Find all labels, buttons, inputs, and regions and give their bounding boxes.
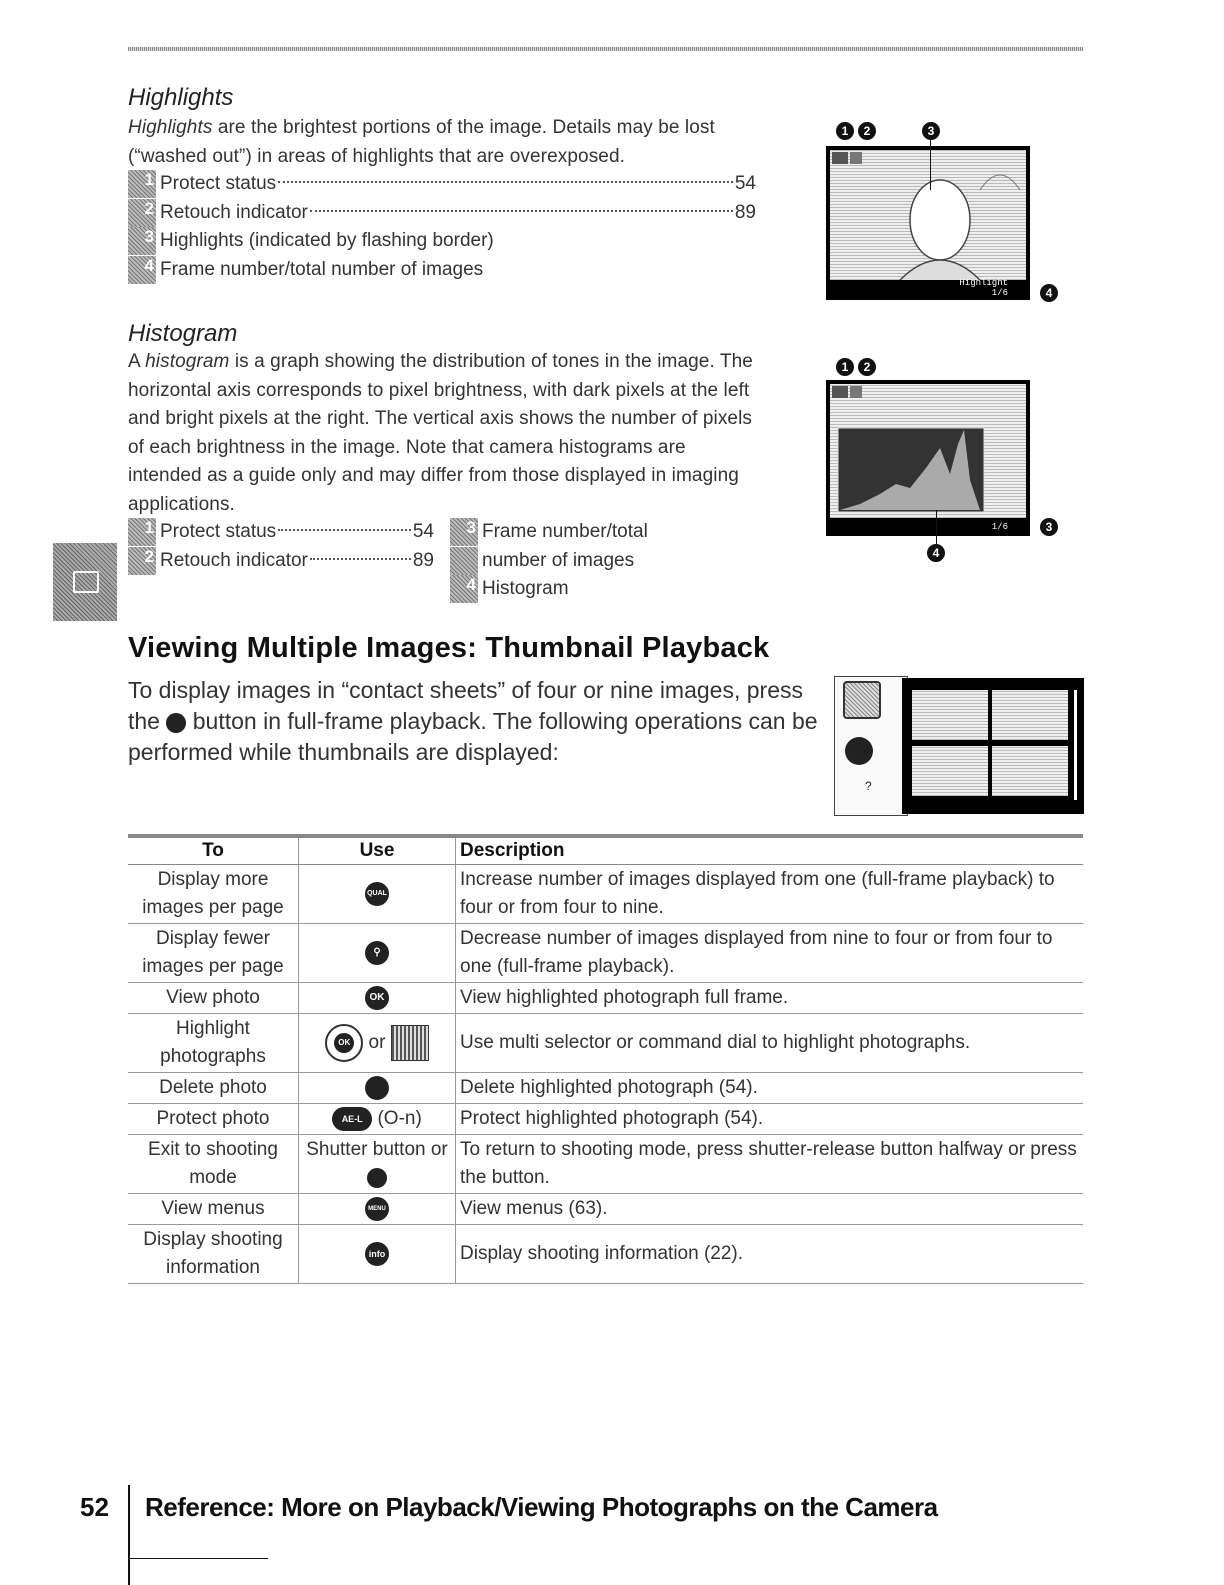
highlights-screen-image [826, 146, 1030, 300]
playback-icon [73, 571, 99, 593]
highlights-paragraph: Highlights are the brightest portions of the image. Details may be lost (“washed out”) in areas of highlights that are overexposed. [128, 117, 715, 167]
ae-af-lock-button-icon: AE-L [332, 1107, 372, 1131]
zoom-out-button-icon: QUAL [365, 882, 389, 906]
legend-item: 1 Protect status 54 [128, 170, 756, 199]
playback-section-tab [53, 543, 117, 621]
callout-2: 2 [858, 122, 876, 140]
callout-1: 1 [836, 122, 854, 140]
legend-item: 1 Protect status 54 [128, 518, 434, 547]
thumbnail-screen-image [902, 678, 1084, 814]
zoom-out-button-icon [166, 713, 186, 733]
legend-item: 3 Highlights (indicated by flashing border) [128, 227, 756, 256]
info-button-icon: info [365, 1242, 389, 1266]
table-row: Protect photo AE-L (O-n) Protect highlighted photograph (54). [128, 1104, 1083, 1135]
legend-item: number of images [450, 547, 760, 576]
callout-4: 4 [1040, 284, 1058, 302]
ok-button-icon: OK [365, 986, 389, 1010]
column-header-to: To [128, 836, 299, 865]
camera-back-illustration: ? [834, 676, 908, 816]
highlights-legend [128, 170, 756, 284]
table-row: Highlight photographs OK or Use multi selector or command dial to highlight photographs. [128, 1014, 1083, 1073]
legend-item: 3 Frame number/total [450, 518, 760, 547]
command-dial-icon [391, 1025, 429, 1061]
multi-selector-icon: OK [325, 1024, 363, 1062]
frame-count: 1/6 [991, 522, 1008, 532]
table-row: Exit to shooting mode Shutter button or To return to shooting mode, press shutter-release button halfway or press the button. [128, 1135, 1083, 1194]
table-row: Display fewer images per page ⚲ Decrease number of images displayed from nine to four or from four to one (full-frame playback). [128, 924, 1083, 983]
section-heading: Viewing Multiple Images: Thumbnail Playback [128, 632, 770, 664]
table-row: Delete photo Delete highlighted photograph (54). [128, 1073, 1083, 1104]
table-header-row [128, 836, 1083, 865]
table-row: View menus MENU View menus (63). [128, 1194, 1083, 1225]
zoom-in-button-icon: ⚲ [365, 941, 389, 965]
table-row: View photo OK View highlighted photograph full frame. [128, 983, 1083, 1014]
top-rule [128, 47, 1083, 51]
footer-underline [128, 1558, 268, 1559]
legend-item: 2 Retouch indicator 89 [128, 547, 434, 576]
operations-table [128, 834, 1083, 1284]
histogram-paragraph: A histogram is a graph showing the distribution of tones in the image. The horizontal axis corresponds to pixel brightness, with dark pixels at the left and bright pixels at the right. The vertical axis shows the number of pixels of each brightness in the image. Note that camera histograms are intended as a guide only and may differ from those displayed in imaging applications. [128, 351, 753, 515]
legend-item: 4 Frame number/total number of images [128, 256, 756, 285]
column-header-description: Description [456, 836, 1084, 865]
callout-1: 1 [836, 358, 854, 376]
zoom-out-button-icon [845, 737, 873, 765]
playback-button-icon [367, 1168, 387, 1188]
histogram-title: Histogram [128, 320, 238, 347]
callout-3: 3 [1040, 518, 1058, 536]
callout-4: 4 [927, 544, 945, 562]
table-row: Display shooting information info Display shooting information (22). [128, 1225, 1083, 1284]
histogram-illustration [830, 384, 1026, 518]
histogram-screen-image [826, 380, 1030, 536]
portrait-illustration [830, 150, 1026, 280]
legend-item: 4 Histogram [450, 575, 760, 604]
histogram-legend-left [128, 518, 434, 575]
footer-divider [128, 1485, 130, 1585]
trash-button-icon [365, 1076, 389, 1100]
page-number: 52 [80, 1492, 109, 1522]
table-row: Display more images per page QUAL Increase number of images displayed from one (full-frame playback) to four or from four to nine. [128, 865, 1083, 924]
footer-title: Reference: More on Playback/Viewing Photographs on the Camera [145, 1492, 938, 1522]
legend-item: 2 Retouch indicator 89 [128, 199, 756, 228]
menu-button-icon: MENU [365, 1197, 389, 1221]
thumbnail-lead: To display images in “contact sheets” of four or nine images, press the button in full-frame playback. The following operations can be performed while thumbnails are displayed: [128, 677, 818, 765]
highlight-label: Highlight [959, 278, 1008, 288]
frame-count: 1/6 [991, 288, 1008, 298]
histogram-legend-right [450, 518, 760, 604]
callout-3: 3 [922, 122, 940, 140]
column-header-use: Use [299, 836, 456, 865]
highlights-title: Highlights [128, 84, 234, 111]
callout-2: 2 [858, 358, 876, 376]
